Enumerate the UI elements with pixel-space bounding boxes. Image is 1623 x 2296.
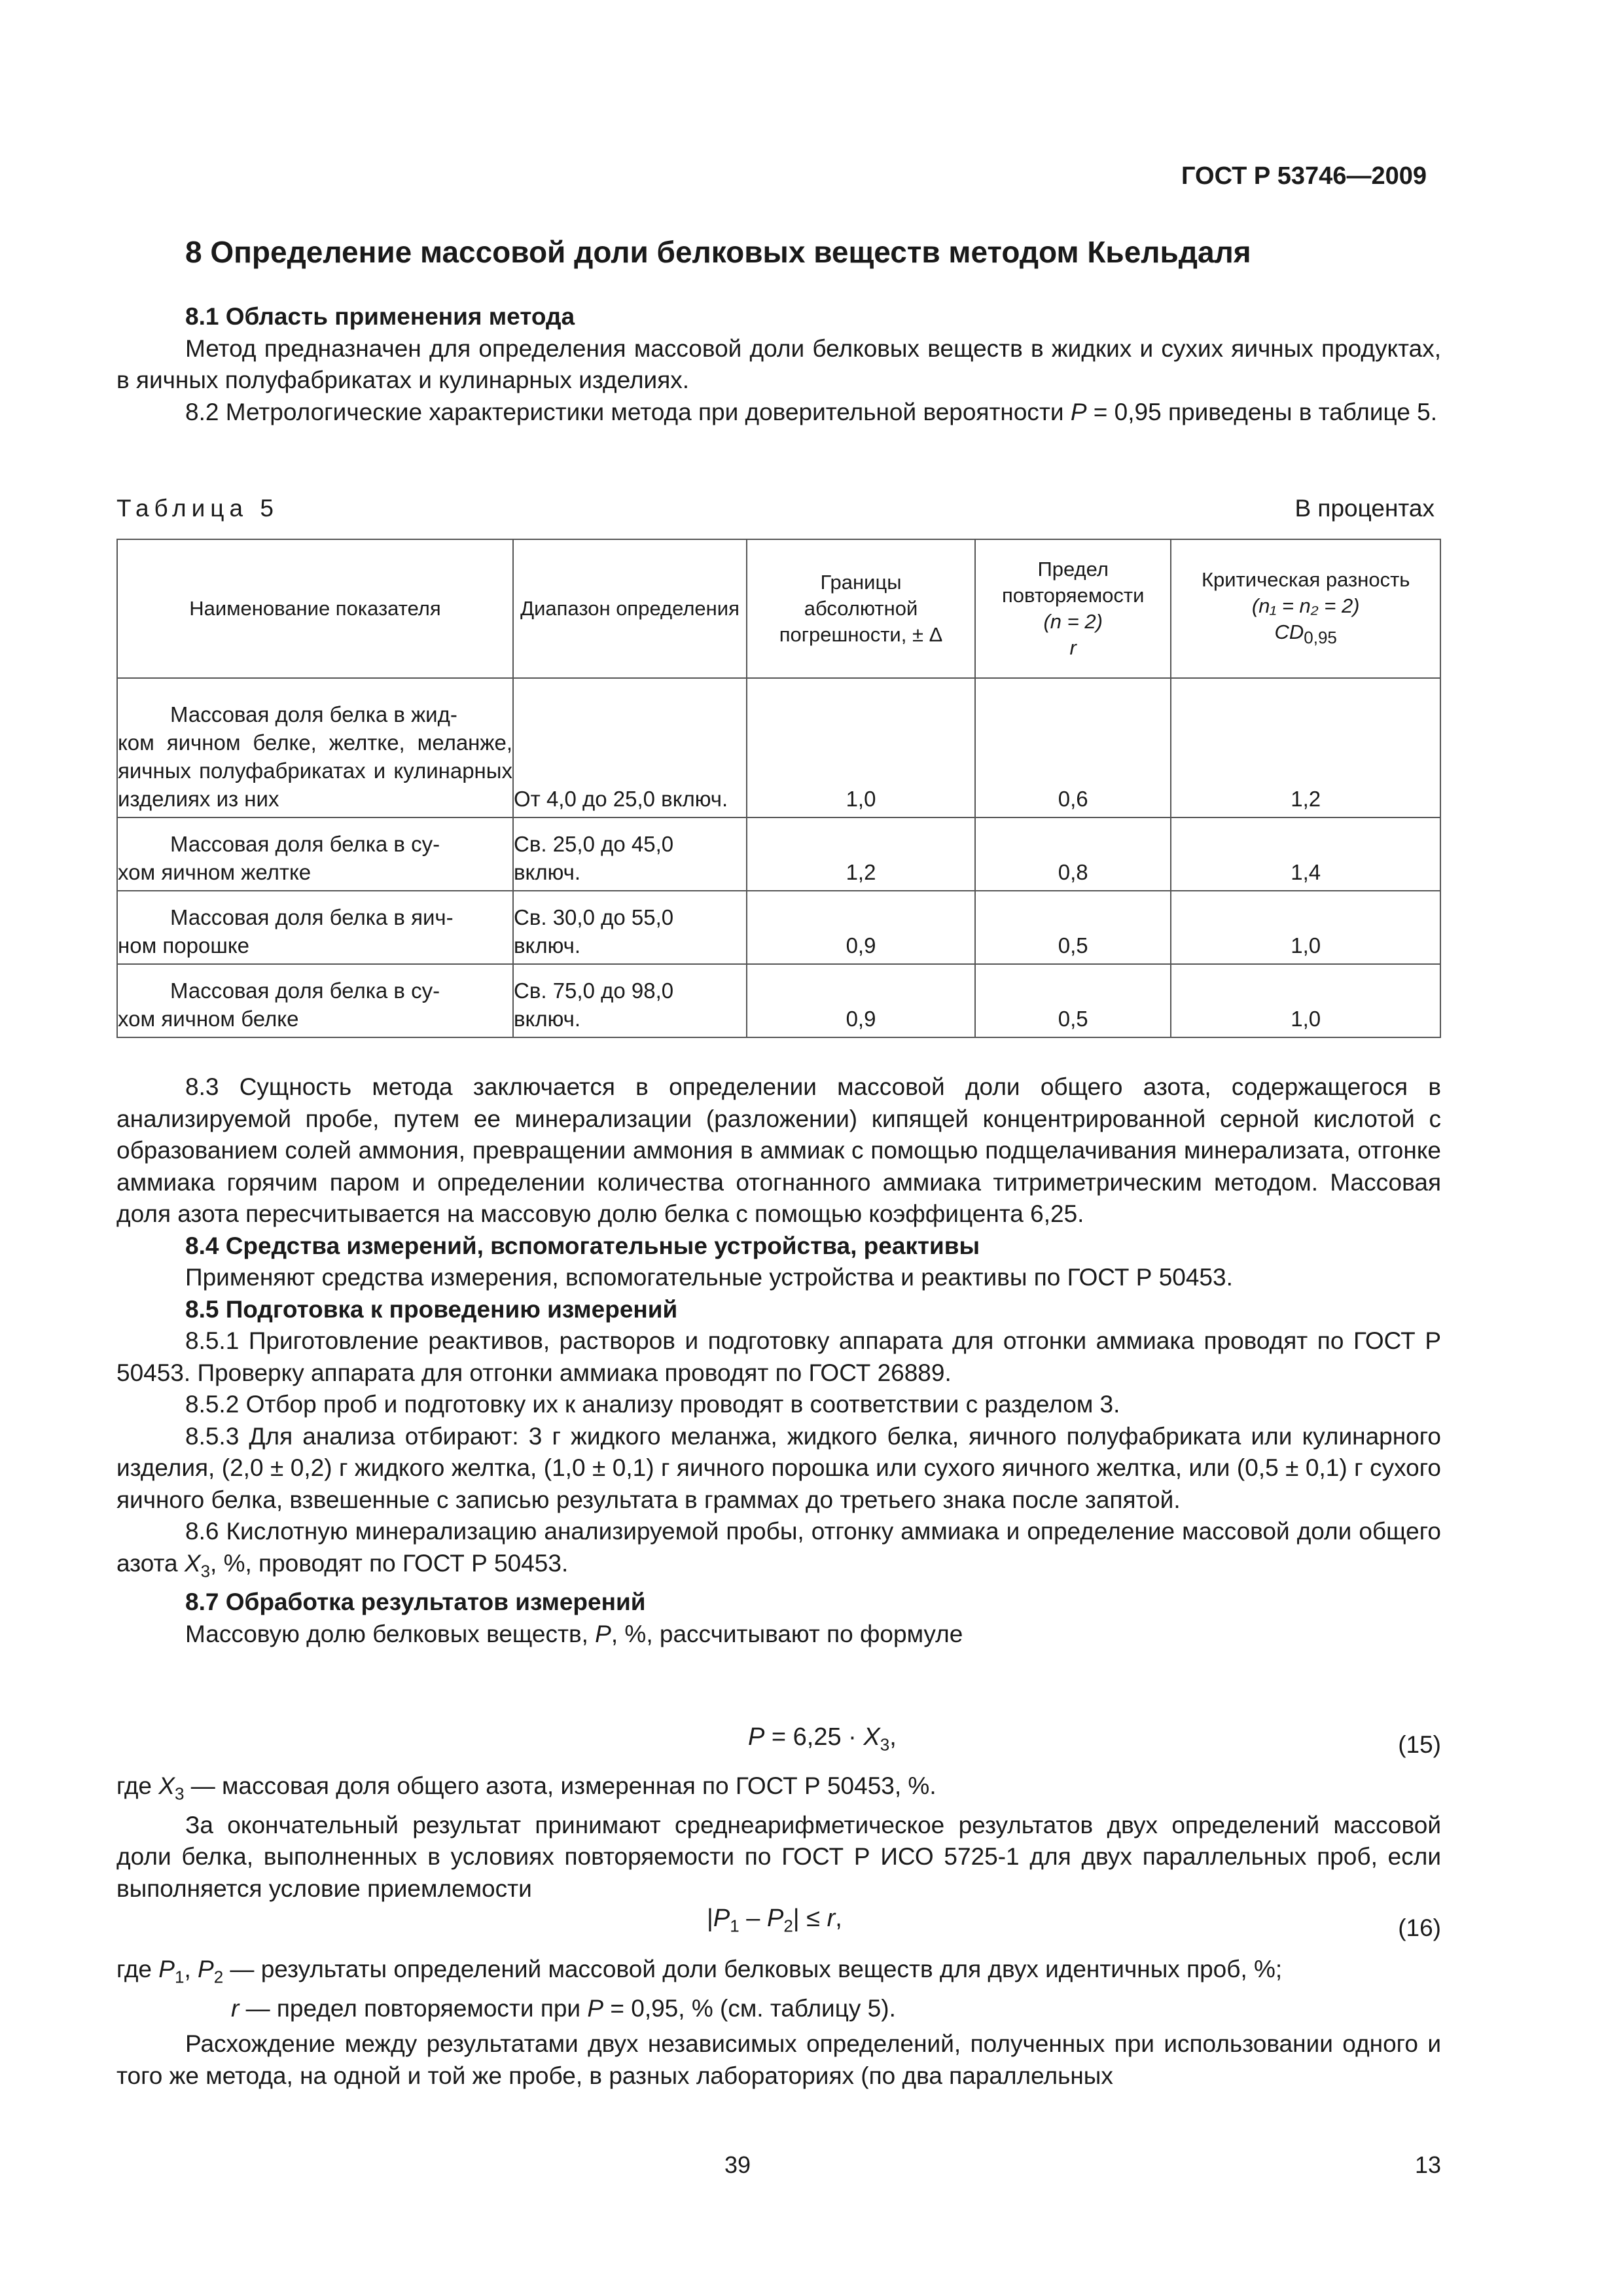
document-header: ГОСТ Р 53746—2009: [1181, 162, 1427, 190]
where-16-r: r — предел повторяемости при P = 0,95, % (см. таблицу 5).: [231, 1994, 896, 2022]
equation-16-number: (16): [1398, 1914, 1441, 1941]
table-row: Массовая доля белка в су- хом яичном желтке Св. 25,0 до 45,0 включ. 1,2 0,8 1,4: [117, 817, 1440, 891]
header-delta: Границы абсолютной погрешности, ± Δ: [747, 539, 975, 678]
equation-15: $P = 6,25 \cdot X_3$,: [748, 1723, 897, 1755]
paragraph-8-2: 8.2 Метрологические характеристики метода при доверительной вероятности P = 0,95 приведены в таблице 5.: [185, 398, 1438, 425]
table-caption: Таблица 5: [116, 495, 279, 522]
header-critical-difference: Критическая разность (n₁ = n₂ = 2) $CD_{0,95}$: [1171, 539, 1440, 678]
equation-15-number: (15): [1398, 1731, 1441, 1758]
table-row: Массовая доля белка в яич- ном порошке Св. 30,0 до 55,0 включ. 0,9 0,5 1,0: [117, 891, 1440, 964]
page-number-center: 39: [724, 2151, 751, 2178]
heading-8-1: 8.1 Область применения метода: [185, 303, 575, 330]
where-15: где $X_3$ — массовая доля общего азота, измеренная по ГОСТ Р 50453, %.: [116, 1772, 936, 1804]
section-title: 8 Определение массовой доли белковых веществ методом Кьельдаля: [185, 235, 1251, 269]
metrology-table: [116, 539, 1441, 1038]
heading-8-5: 8.5 Подготовка к проведению измерений: [185, 1295, 678, 1323]
table-header-row: [117, 539, 1440, 678]
table-row: Массовая доля белка в су- хом яичном белке Св. 75,0 до 98,0 включ. 0,9 0,5 1,0: [117, 964, 1440, 1037]
heading-8-4: 8.4 Средства измерений, вспомогательные устройства, реактивы: [185, 1232, 980, 1259]
paragraph-8-5-1: 8.5.1 Приготовление реактивов, растворов и подготовку аппарата для отгонки аммиака проводят по ГОСТ Р 50453. Проверку аппарата для отгонки аммиака проводят по ГОСТ 26889.: [116, 1327, 1441, 1386]
section-8-3-to-8-6: [116, 1071, 1441, 1650]
paragraph-8-6: 8.6 Кислотную минерализацию анализируемой пробы, отгонку аммиака и определение массовой доли общего азота $X_3$, %, проводят по ГОСТ Р 50453.: [116, 1518, 1441, 1581]
page-number-right: 13: [1414, 2151, 1441, 2178]
header-repeatability: Предел повторяемости (n = 2) r: [975, 539, 1171, 678]
paragraph-8-3: 8.3 Сущность метода заключается в определении массовой доли общего азота, содержащегося в анализируемой пробе, путем ее минерализации (разложении) кипящей концентрированной серной кислотой с образованием солей аммония, превращении аммония в аммиак с помощью подщелачивания минерализата, отгонке аммиака горячим паром и определении количества отогнанного аммиака титриметрическим методом. Массовая доля азота пересчитывается на массовую долю белка с помощью коэффицента 6,25.: [116, 1073, 1441, 1227]
header-range: Диапазон определения: [513, 539, 747, 678]
heading-8-7: 8.7 Обработка результатов измерений: [185, 1588, 646, 1616]
equation-16: $|P_1 - P_2| \le r$,: [707, 1905, 842, 1936]
table-unit: В процентах: [1294, 495, 1435, 522]
table-caption-row: [116, 495, 1441, 522]
paragraph-discrepancy: Расхождение между результатами двух независимых определений, полученных при использовании одного и того же метода, на одной и той же пробе, в разных лабораториях (по два параллельных: [116, 2030, 1441, 2089]
paragraph-8-5-3: 8.5.3 Для анализа отбирают: 3 г жидкого меланжа, жидкого белка, яичного полуфабриката или кулинарного изделия, (2,0 ± 0,2) г жидкого желтка, (1,0 ± 0,1) г яичного порошка или сухого яичного желтка, или (0,5 ± 0,1) г сухого яичного белка, взвешенные с записью результата в граммах до третьего знака после запятой.: [116, 1422, 1441, 1513]
table-row: Массовая доля белка в жид- ком яичном белке, желтке, меланже, яичных полуфабрикатах и кулинарных изделиях из них От 4,0 до 25,0 включ. 1,0 0,6 1,2: [117, 678, 1440, 817]
section-8-7-tail: [116, 1954, 1441, 2092]
paragraph-final-result: За окончательный результат принимают среднеарифметическое результатов двух определений массовой доли белка, выполненных в условиях повторяемости по ГОСТ Р ИСО 5725-1 для двух параллельных проб, если выполняется условие приемлемости: [116, 1811, 1441, 1902]
header-name: Наименование показателя: [117, 539, 513, 678]
paragraph-8-5-2: 8.5.2 Отбор проб и подготовку их к анализу проводят в соответствии с разделом 3.: [185, 1391, 1120, 1418]
section-8-7-text: [116, 1770, 1441, 1905]
paragraph-8-1: Метод предназначен для определения массовой доли белковых веществ в жидких и сухих яичных продуктах, в яичных полуфабрикатах и кулинарных изделиях.: [116, 334, 1441, 393]
paragraph-8-7-intro: Массовую долю белковых веществ, P, %, рассчитывают по формуле: [185, 1620, 963, 1647]
section-8-1-2: [116, 301, 1441, 428]
where-16: где $P_1$, $P_2$ — результаты определений массовой доли белковых веществ для двух идентичных проб, %;: [116, 1956, 1283, 1987]
paragraph-8-4: Применяют средства измерения, вспомогательные устройства и реактивы по ГОСТ Р 50453.: [185, 1264, 1233, 1291]
